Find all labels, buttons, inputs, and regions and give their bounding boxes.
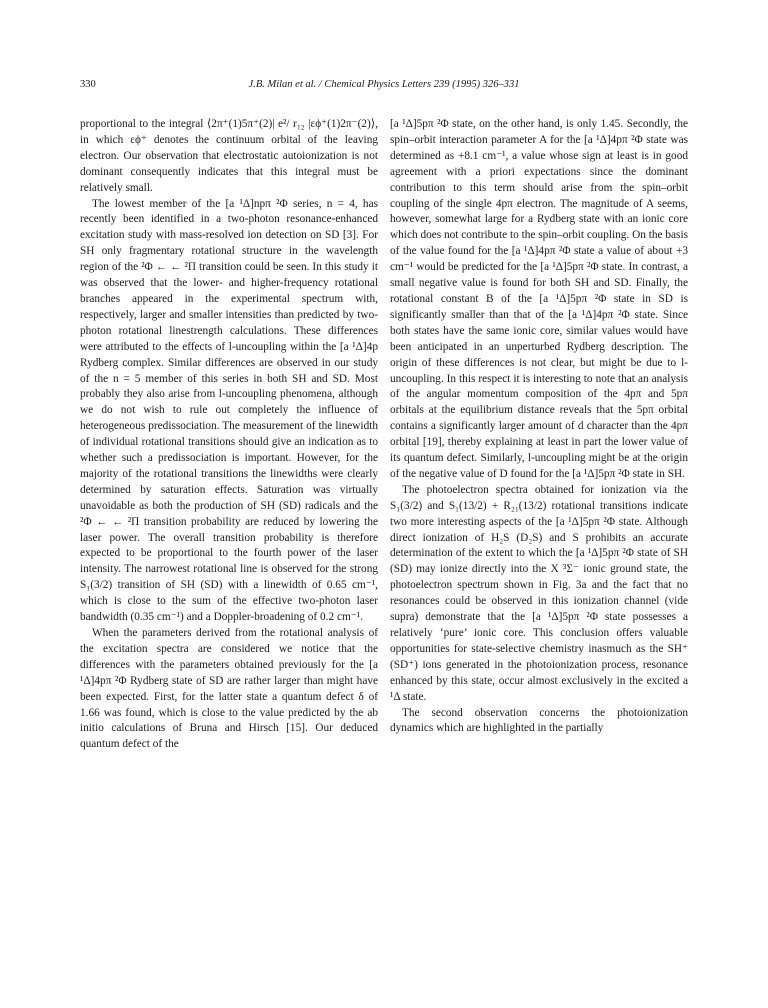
left-column — [80, 117, 378, 753]
paragraph: When the parameters derived from the rotational analysis of the excitation spectra are considered we notice that the differences with the parameters obtained previously for the [a ¹Δ]4pπ ²Φ Rydberg state of SD are rather larger than might have been expected. First, for the latter state a quantum defect δ of 1.66 was found, which is close to the value predicted by the ab initio calculations of Bruna and Hirsch [15]. Our deduced quantum defect of the — [80, 627, 378, 751]
running-head: J.B. Milan et al. / Chemical Physics Letters 239 (1995) 326–331 — [248, 79, 520, 90]
paragraph: The photoelectron spectra obtained for ionization via the S₁(3/2) and S₁(13/2) + R₂₁(13/2) rotational transitions indicate two more interesting aspects of the [a ¹Δ]5pπ ²Φ state. Although direct ionization of H₂S (D₂S) and S prohibits an accurate determination of the extent to which the [a ¹Δ]5pπ ²Φ state of SH (SD) may ionize directly into the X ³Σ⁻ ionic ground state, the photoelectron spectrum shown in Fig. 3a and the fact that no resonances could be observed in this ionization channel (vide supra) demonstrate that the [a ¹Δ]5pπ ²Φ state possesses a relatively ‘pure’ ionic core. This conclusion offers valuable opportunities for state-selective chemistry inasmuch as the SH⁺ (SD⁺) ions generated in the photoionization process, resonance enhanced by this state, occur almost exclusively in the excited a ¹Δ state. — [390, 483, 688, 703]
right-column — [390, 117, 688, 737]
paragraph: The second observation concerns the photoionization dynamics which are highlighted in the partially — [390, 706, 688, 735]
paragraph: The lowest member of the [a ¹Δ]npπ ²Φ series, n = 4, has recently been identified in a two-photon resonance-enhanced excitation study with mass-resolved ion detection on SD [3]. For SH only fragmentary rotational structure in the wavelength region of the ²Φ ← ← ²Π transition could be seen. In this study it was observed that the lower- and higher-frequency rotational branches appeared in the experimental spectrum with, respectively, larger and smaller intensities than predicted by two-photon rotational linestrength calculations. These differences were attributed to the effects of l-uncoupling within the [a ¹Δ]4p Rydberg complex. Similar differences are observed in our study of the n = 5 member of this series in both SH and SD. Most probably they also arise from l-uncoupling phenomena, although we do not wish to rule out completely the influence of heterogeneous predissociation. The measurement of the linewidth of individual rotational transitions should give an indication as to whether such a predissociation is important. However, for the majority of the rotational transitions the linewidths were clearly determined by saturation effects. Saturation was virtually unavoidable as both the production of SH (SD) radicals and the ²Φ ← ← ²Π transition probability are reduced by lowering the laser power. The overall transition probability is therefore expected to be proportional to the fourth power of the laser intensity. The narrowest rotational line is observed for the strong S₁(3/2) transition of SH (SD) with a linewidth of 0.65 cm⁻¹, which is close to the sum of the effective two-photon laser bandwidth (0.35 cm⁻¹) and a Doppler-broadening of 0.2 cm⁻¹. — [80, 197, 378, 624]
paragraph: proportional to the integral ⟨2π⁺(1)5π⁺(2)| e²/ r₁₂ |εϕ⁺(1)2π⁻(2)⟩, in which εϕ⁺ denotes the continuum orbital of the leaving electron. Our observation that electrostatic autoionization is not dominant consequently indicates that this integral must be relatively small. — [80, 118, 378, 194]
paragraph: [a ¹Δ]5pπ ²Φ state, on the other hand, is only 1.45. Secondly, the spin–orbit interaction parameter A for the [a ¹Δ]4pπ ²Φ state was determined as +8.1 cm⁻¹, a value whose sign at least is in good agreement with a priori expectations since the dominant contribution to this term should arise from the spin–orbit coupling of the single 4pπ electron. The magnitude of A seems, however, somewhat large for a Rydberg state with an ionic core which does not contribute to the spin–orbit coupling. On the basis of the value found for the [a ¹Δ]4pπ ²Φ state a value of about +3 cm⁻¹ would be predicted for the [a ¹Δ]5pπ ²Φ state. In contrast, a small negative value is found for both SH and SD. Finally, the rotational constant B of the [a ¹Δ]5pπ ²Φ state in SD is significantly smaller than that of the [a ¹Δ]4pπ ²Φ state. Since both states have the same ionic core, similar values would have been anticipated in an unperturbed Rydberg description. The origin of these differences is not clear, but might be due to l-uncoupling. In this respect it is interesting to note that an analysis of the angular momentum composition of the 4pπ and 5pπ orbitals at the equilibrium distance reveals that the 5pπ orbital contains a significantly larger amount of d character than the 4pπ orbital [19], thereby explaining at least in part the lower value of its quantum defect. Similarly, l-uncoupling might be at the origin of the negative value of D found for the [a ¹Δ]5pπ ²Φ state in SH. — [390, 118, 688, 480]
page-number: 330 — [80, 79, 96, 90]
page-header — [80, 78, 688, 92]
